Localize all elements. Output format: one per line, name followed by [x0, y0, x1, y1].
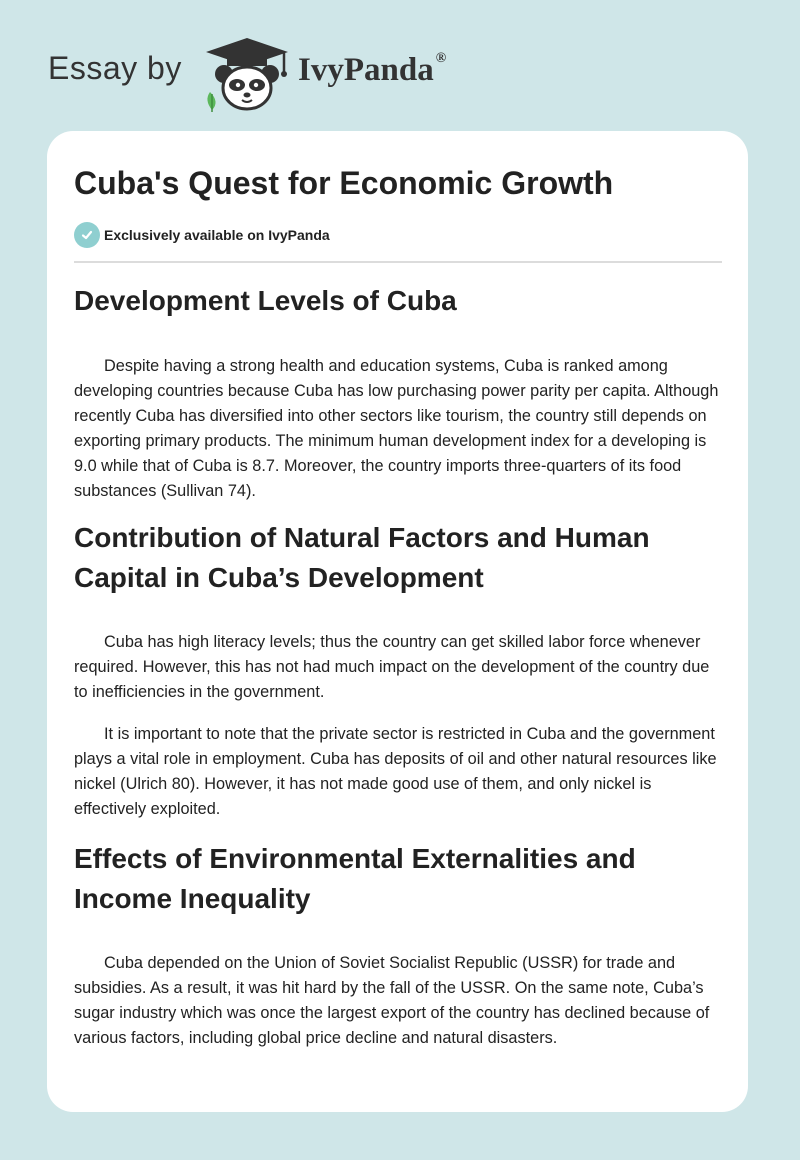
section-paragraph: It is important to note that the private sector is restricted in Cuba and the government plays a vital role in employment. Cuba has deposits of oil and other natural resources like nickel (Ulrich 80). However, it has not made good use of them, and only nickel is effectively exploited. — [74, 725, 717, 818]
section-paragraph: Despite having a strong health and education systems, Cuba is ranked among developing countries because Cuba has low purchasing power parity per capita. Although recently Cuba has diversified into other sectors like tourism, the country still depends on exporting primary products. The minimum human development index for a developing is 9.0 while that of Cuba is 8.7. Moreover, the country imports three-quarters of its food substances (Sullivan 74). — [74, 357, 719, 500]
section-environmental-externalities — [74, 839, 724, 1051]
brand-logo-text — [298, 52, 446, 89]
section-heading: Development Levels of Cuba — [74, 285, 457, 316]
registered-mark: ® — [435, 51, 447, 66]
section-development-levels — [74, 281, 724, 504]
exclusive-badge-text: Exclusively available on IvyPanda — [104, 227, 330, 243]
title-divider — [74, 261, 722, 263]
site-header — [0, 0, 800, 120]
brand-name: IvyPanda — [298, 52, 434, 88]
section-natural-factors — [74, 518, 724, 822]
exclusive-badge — [74, 222, 330, 248]
section-paragraph: Cuba has high literacy levels; thus the country can get skilled labor force whenever required. However, this has not had much impact on the development of the country due to inefficiencies in the government. — [74, 633, 710, 701]
page-title: Cuba's Quest for Economic Growth — [74, 165, 614, 201]
essay-by-label: Essay by — [48, 50, 182, 86]
section-heading: Effects of Environmental Externalities and Income Inequality — [74, 843, 636, 914]
section-heading: Contribution of Natural Factors and Human Capital in Cuba’s Development — [74, 522, 650, 593]
essay-card — [47, 131, 748, 1112]
check-icon — [74, 222, 100, 248]
article-body — [74, 281, 724, 1051]
section-paragraph: Cuba depended on the Union of Soviet Socialist Republic (USSR) for trade and subsidies. As a result, it was hit hard by the fall of the USSR. On the same note, Cuba’s sugar industry which was once the largest export of the country has declined because of various factors, including global price decline and natural disasters. — [74, 954, 710, 1047]
panda-graduate-icon — [200, 34, 294, 114]
